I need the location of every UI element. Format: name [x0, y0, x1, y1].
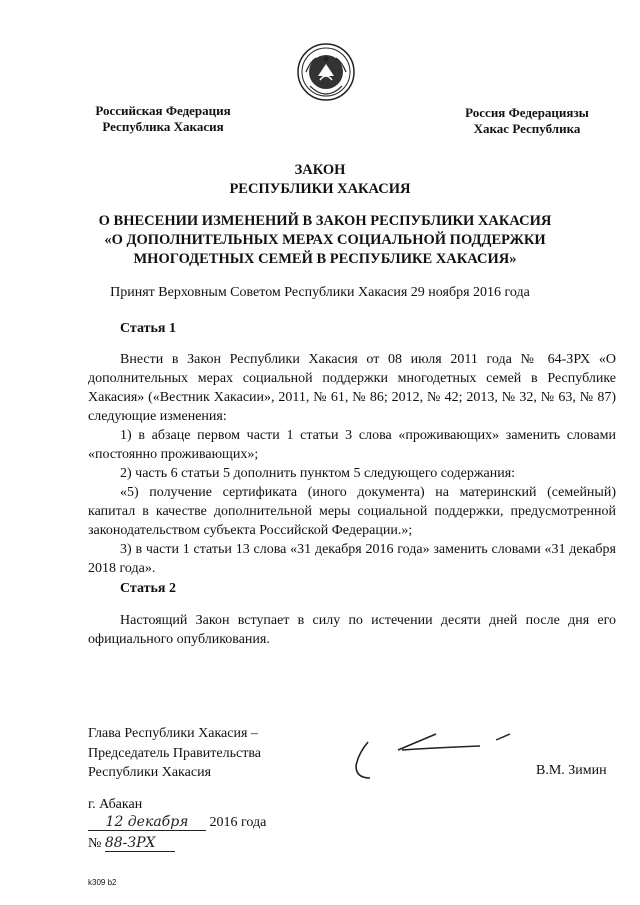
article-2-heading: Статья 2: [120, 581, 176, 596]
law-title: ЗАКОН: [294, 162, 346, 178]
header-left: [88, 103, 238, 135]
signatory-line1: Глава Республики Хакасия –: [88, 726, 258, 741]
adoption-statement: Принят Верховным Советом Республики Хакасия 29 ноября 2016 года: [110, 285, 530, 300]
subtitle-line1: О ВНЕСЕНИИ ИЗМЕНЕНИЙ В ЗАКОН РЕСПУБЛИКИ ХАКАСИЯ: [98, 213, 552, 229]
coat-of-arms-icon: [296, 42, 356, 102]
subtitle-line2: «О ДОПОЛНИТЕЛЬНЫХ МЕРАХ СОЦИАЛЬНОЙ ПОДДЕРЖКИ: [104, 232, 546, 248]
header-right: [462, 105, 592, 137]
handwritten-date: 12 декабря: [88, 814, 206, 831]
law-number: [88, 835, 175, 852]
article-1-heading: Статья 1: [120, 321, 176, 336]
handwritten-number: 88-ЗРХ: [105, 835, 175, 852]
city: г. Абакан: [88, 797, 143, 812]
document-code: k309 b2: [88, 878, 117, 887]
article-1-paragraph: 1) в абзаце первом части 1 статьи 3 слова «проживающих» заменить словами «постоянно проживающих»;: [88, 428, 616, 462]
article-1-paragraph: 2) часть 6 статьи 5 дополнить пунктом 5 следующего содержания:: [120, 466, 516, 481]
header-right-line1: Россия Федерациязы: [465, 105, 589, 120]
subtitle-line3: МНОГОДЕТНЫХ СЕМЕЙ В РЕСПУБЛИКЕ ХАКАСИЯ»: [133, 251, 517, 267]
article-2-body: [88, 611, 616, 649]
article-2-paragraph: Настоящий Закон вступает в силу по истечении десяти дней после дня его официального опубликования.: [88, 613, 616, 647]
handwritten-signature: [340, 720, 520, 790]
law-subtitle: [70, 212, 580, 269]
article-1-paragraph: «5) получение сертификата (иного документа) на материнский (семейный) капитал в качестве дополнительной меры социальной поддержки, предусмотренной законодательством субъекта Российской Федерации.»;: [88, 485, 616, 538]
date-year: 2016 года: [209, 815, 267, 830]
signatory-title: [88, 724, 261, 783]
number-prefix: №: [88, 836, 102, 851]
article-1-paragraph: 3) в части 1 статьи 13 слова «31 декабря 2016 года» заменить словами «31 декабря 2018 года».: [88, 542, 616, 576]
signatory-name: В.М. Зимин: [536, 763, 607, 778]
signing-date: [88, 814, 266, 831]
header-right-line2: Хакас Республика: [473, 121, 581, 136]
header-left-line1: Российская Федерация: [95, 103, 231, 118]
article-1-body: [88, 350, 616, 578]
law-title-region: РЕСПУБЛИКИ ХАКАСИЯ: [229, 181, 411, 197]
article-1-paragraph: Внести в Закон Республики Хакасия от 08 июля 2011 года № 64-ЗРХ «О дополнительных мерах социальной поддержки многодетных семей в Республике Хакасия» («Вестник Хакасии», 2011, № 61, № 86; 2012, № 42; 2013, № 32, № 63, № 87) следующие изменения:: [88, 352, 616, 424]
header-left-line2: Республика Хакасия: [102, 119, 224, 134]
signatory-line2: Председатель Правительства: [88, 745, 261, 761]
signatory-line3: Республики Хакасия: [88, 765, 212, 780]
